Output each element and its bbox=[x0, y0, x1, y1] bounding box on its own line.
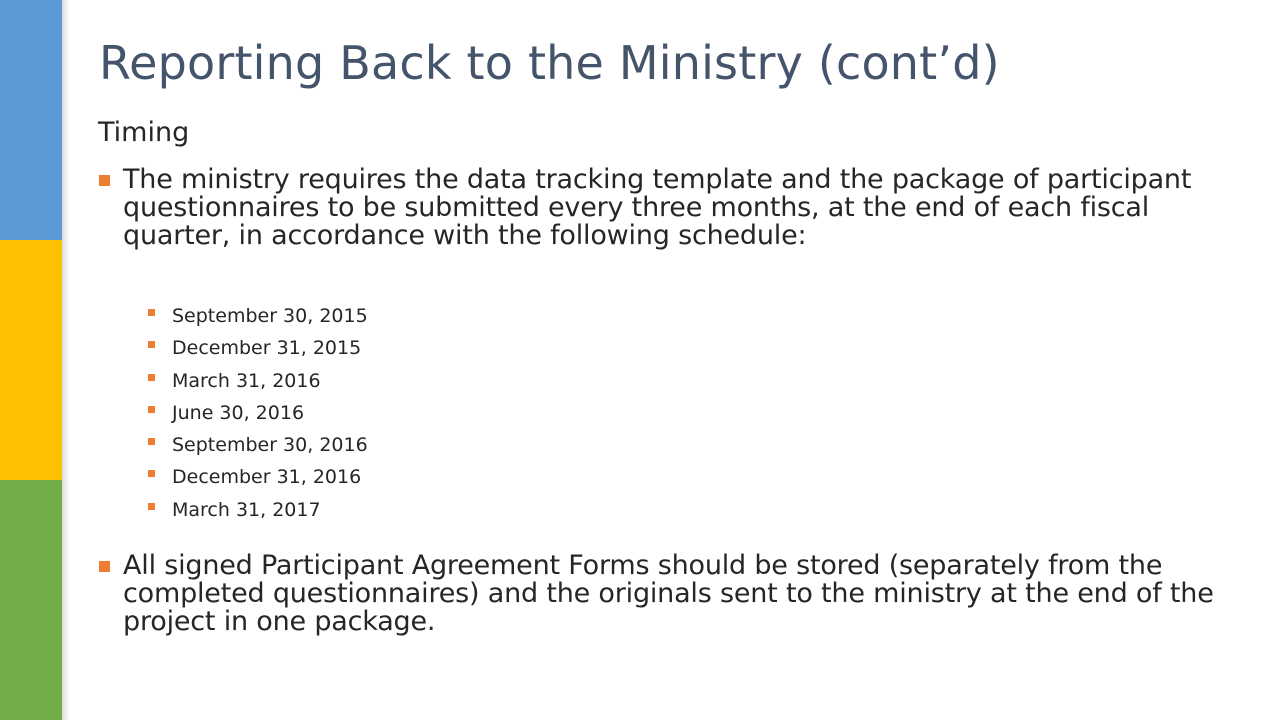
slide-title: Reporting Back to the Ministry (cont’d) bbox=[99, 36, 1000, 90]
square-bullet-icon bbox=[148, 406, 155, 413]
schedule-date: December 31, 2016 bbox=[172, 466, 362, 489]
schedule-date: December 31, 2015 bbox=[172, 337, 362, 360]
bullet-text: The ministry requires the data tracking template and the package of participant questionnaires to be submitted every three months, at the end of each fiscal quarter, in accordance with the following schedule: bbox=[123, 164, 1192, 251]
schedule-date: September 30, 2015 bbox=[172, 305, 368, 327]
schedule-item bbox=[148, 496, 368, 528]
schedule-item bbox=[148, 399, 368, 431]
accent-band-blue bbox=[0, 0, 62, 240]
section-heading: Timing bbox=[98, 117, 190, 148]
schedule-item bbox=[148, 463, 368, 495]
schedule-date: March 31, 2017 bbox=[172, 498, 321, 521]
square-bullet-icon bbox=[148, 503, 155, 510]
square-bullet-icon bbox=[148, 341, 155, 348]
schedule-date: March 31, 2016 bbox=[172, 369, 321, 392]
square-bullet-icon bbox=[148, 309, 155, 316]
square-bullet-icon bbox=[148, 470, 155, 477]
schedule-list bbox=[148, 302, 368, 528]
accent-band-shadow bbox=[62, 0, 70, 720]
square-bullet-icon bbox=[148, 438, 155, 445]
schedule-date: September 30, 2016 bbox=[172, 434, 368, 457]
square-bullet-icon bbox=[148, 374, 155, 381]
bullet-text: All signed Participant Agreement Forms should be stored (separately from the completed questionnaires) and the originals sent to the ministry at the end of the project in one package. bbox=[123, 550, 1214, 637]
square-bullet-icon bbox=[99, 561, 110, 572]
schedule-item bbox=[148, 302, 368, 334]
accent-band-yellow bbox=[0, 240, 62, 480]
bullet-item bbox=[99, 166, 1233, 250]
schedule-item bbox=[148, 334, 368, 366]
square-bullet-icon bbox=[99, 175, 110, 186]
schedule-date: June 30, 2016 bbox=[172, 401, 305, 424]
schedule-item bbox=[148, 431, 368, 463]
bullet-item bbox=[99, 552, 1233, 636]
accent-band-green bbox=[0, 480, 62, 720]
schedule-item bbox=[148, 367, 368, 399]
